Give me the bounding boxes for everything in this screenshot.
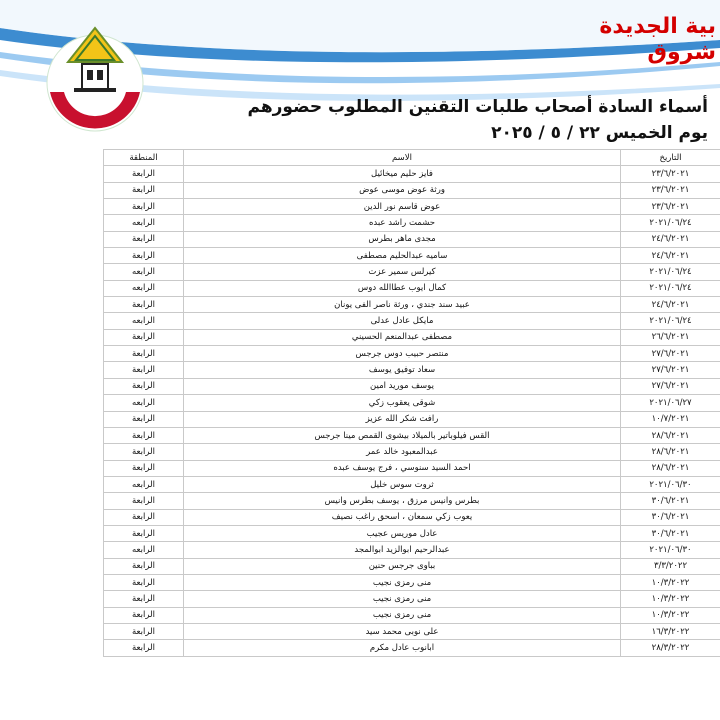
table-row: [104, 329, 720, 345]
cell-date: ٢٠٢١/٠٦/٢٧: [621, 395, 720, 411]
cell-date: ٢٦/٦/٢٠٢١: [621, 329, 720, 345]
applicants-table-wrap: [103, 149, 720, 657]
table-row: [104, 297, 720, 313]
cell-name: عوض قاسم نور الدين: [184, 199, 621, 215]
cell-date: ٢٤/٦/٢٠٢١: [621, 297, 720, 313]
cell-date: ٢٨/٦/٢٠٢١: [621, 444, 720, 460]
cell-name: عبيد سند جندي ، ورثة ناصر الفى يونان: [184, 297, 621, 313]
table-row: [104, 313, 720, 329]
brand-line-1: بية الجديدة: [599, 14, 716, 39]
cell-date: ١٠/٧/٢٠٢١: [621, 411, 720, 427]
cell-date: ١٦/٣/٢٠٢٢: [621, 623, 720, 639]
cell-name: فايز حليم ميخائيل: [184, 166, 621, 182]
cell-name: شوقى يعقوب زكي: [184, 395, 621, 411]
cell-region: الرابعه: [104, 313, 184, 329]
cell-date: ٢٨/٦/٢٠٢١: [621, 427, 720, 443]
cell-region: الرابعة: [104, 362, 184, 378]
table-row: [104, 476, 720, 492]
cell-region: الرابعة: [104, 591, 184, 607]
cell-region: الرابعة: [104, 166, 184, 182]
table-row: [104, 525, 720, 541]
cell-name: منى رمزى نجيب: [184, 574, 621, 590]
city-gate-emblem-icon: [30, 18, 170, 136]
brand-title: [599, 14, 716, 66]
table-row: [104, 346, 720, 362]
table-row: [104, 427, 720, 443]
cell-region: الرابعة: [104, 525, 184, 541]
cell-name: بطرس وانيس مرزق ، يوسف بطرس وانيس: [184, 493, 621, 509]
cell-name: على نوبى محمد سيد: [184, 623, 621, 639]
cell-date: ٢٨/٦/٢٠٢١: [621, 460, 720, 476]
cell-region: الرابعة: [104, 574, 184, 590]
cell-name: مجدى ماهر بطرس: [184, 231, 621, 247]
cell-date: ٣٠/٦/٢٠٢١: [621, 509, 720, 525]
cell-region: الرابعه: [104, 476, 184, 492]
table-row: [104, 199, 720, 215]
cell-date: ٢٠٢١/٠٦/٢٤: [621, 280, 720, 296]
cell-region: الرابعة: [104, 248, 184, 264]
cell-region: الرابعه: [104, 215, 184, 231]
cell-region: الرابعة: [104, 493, 184, 509]
cell-region: الرابعة: [104, 427, 184, 443]
cell-region: الرابعة: [104, 411, 184, 427]
cell-date: ٢٣/٦/٢٠٢١: [621, 166, 720, 182]
table-header-row: [104, 150, 720, 166]
header-name: الاسم: [184, 150, 621, 166]
page-title: أسماء السادة أصحاب طلبات التقنين المطلوب حضورهم: [247, 97, 708, 117]
table-row: [104, 395, 720, 411]
page-subtitle: يوم الخميس ٢٢ / ٥ / ٢٠٢٥: [491, 123, 708, 143]
table-row: [104, 231, 720, 247]
cell-date: ٢٧/٦/٢٠٢١: [621, 362, 720, 378]
cell-name: مايكل عادل عدلى: [184, 313, 621, 329]
cell-name: رافت شكر الله عزيز: [184, 411, 621, 427]
cell-date: ٣٠/٦/٢٠٢١: [621, 493, 720, 509]
cell-date: ٢٧/٦/٢٠٢١: [621, 346, 720, 362]
cell-region: الرابعة: [104, 640, 184, 656]
cell-region: الرابعة: [104, 182, 184, 198]
cell-name: منى رمزى نجيب: [184, 591, 621, 607]
table-row: [104, 362, 720, 378]
cell-name: عبدالرحيم ابوالزيد ابوالمجد: [184, 542, 621, 558]
cell-date: ١٠/٣/٢٠٢٢: [621, 574, 720, 590]
cell-name: منتصر حبيب دوس جرجس: [184, 346, 621, 362]
table-row: [104, 591, 720, 607]
cell-name: ثروت سوس خليل: [184, 476, 621, 492]
cell-name: ورثة عوض موسى عوض: [184, 182, 621, 198]
cell-date: ٢٠٢١/٠٦/٢٤: [621, 215, 720, 231]
header-date: التاريخ: [621, 150, 720, 166]
table-row: [104, 264, 720, 280]
cell-region: الرابعة: [104, 558, 184, 574]
cell-date: ٣/٣/٢٠٢٢: [621, 558, 720, 574]
cell-region: الرابعه: [104, 280, 184, 296]
cell-name: يوسف موريد امين: [184, 378, 621, 394]
brand-line-2: شروق: [647, 40, 716, 65]
cell-region: الرابعة: [104, 329, 184, 345]
cell-date: ١٠/٣/٢٠٢٢: [621, 607, 720, 623]
cell-region: الرابعة: [104, 607, 184, 623]
cell-name: بباوى جرجس حنين: [184, 558, 621, 574]
cell-region: الرابعة: [104, 509, 184, 525]
cell-region: الرابعة: [104, 460, 184, 476]
page-heading: [248, 94, 709, 146]
cell-region: الرابعة: [104, 346, 184, 362]
table-row: [104, 182, 720, 198]
table-row: [104, 411, 720, 427]
cell-name: ساميه عبدالحليم مصطفى: [184, 248, 621, 264]
cell-name: كمال ايوب عطاالله دوس: [184, 280, 621, 296]
cell-name: القس فيلوباتير بالميلاد بيشوى القمص مينا جرجس: [184, 427, 621, 443]
table-row: [104, 460, 720, 476]
table-row: [104, 574, 720, 590]
cell-name: ابانوب عادل مكرم: [184, 640, 621, 656]
applicants-table: [103, 149, 720, 657]
cell-date: ٢٤/٦/٢٠٢١: [621, 248, 720, 264]
cell-region: الرابعه: [104, 264, 184, 280]
cell-name: عادل موريس عجيب: [184, 525, 621, 541]
cell-date: ٢٠٢١/٠٦/٢٤: [621, 264, 720, 280]
table-row: [104, 509, 720, 525]
cell-region: الرابعه: [104, 395, 184, 411]
cell-region: الرابعة: [104, 378, 184, 394]
cell-name: مصطفى عبدالمنعم الحسيني: [184, 329, 621, 345]
header-region: المنطقة: [104, 150, 184, 166]
cell-date: ٢٤/٦/٢٠٢١: [621, 231, 720, 247]
table-row: [104, 215, 720, 231]
cell-date: ٢٣/٦/٢٠٢١: [621, 182, 720, 198]
cell-date: ٢٨/٣/٢٠٢٢: [621, 640, 720, 656]
cell-date: ٢٣/٦/٢٠٢١: [621, 199, 720, 215]
cell-date: ٢٠٢١/٠٦/٢٤: [621, 313, 720, 329]
table-row: [104, 558, 720, 574]
cell-region: الرابعه: [104, 542, 184, 558]
cell-region: الرابعة: [104, 623, 184, 639]
table-row: [104, 248, 720, 264]
table-row: [104, 607, 720, 623]
cell-date: ٢٠٢١/٠٦/٣٠: [621, 542, 720, 558]
cell-name: عبدالمعبود خالد عمر: [184, 444, 621, 460]
cell-date: ١٠/٣/٢٠٢٢: [621, 591, 720, 607]
cell-name: يعوب زكي سمعان ، اسحق راغب نصيف: [184, 509, 621, 525]
cell-region: الرابعة: [104, 231, 184, 247]
cell-date: ٢٠٢١/٠٦/٣٠: [621, 476, 720, 492]
cell-region: الرابعة: [104, 444, 184, 460]
cell-region: الرابعة: [104, 199, 184, 215]
table-row: [104, 166, 720, 182]
table-row: [104, 444, 720, 460]
table-row: [104, 640, 720, 656]
table-row: [104, 493, 720, 509]
cell-date: ٢٧/٦/٢٠٢١: [621, 378, 720, 394]
table-row: [104, 542, 720, 558]
cell-name: احمد السيد سنوسي ، فرج يوسف عبده: [184, 460, 621, 476]
cell-name: حشمت راشد عبده: [184, 215, 621, 231]
cell-name: منى رمزى نجيب: [184, 607, 621, 623]
cell-region: الرابعة: [104, 297, 184, 313]
cell-name: سعاد توفيق يوسف: [184, 362, 621, 378]
table-row: [104, 623, 720, 639]
cell-date: ٣٠/٦/٢٠٢١: [621, 525, 720, 541]
cell-name: كيرلس سمير عزت: [184, 264, 621, 280]
table-row: [104, 378, 720, 394]
table-row: [104, 280, 720, 296]
